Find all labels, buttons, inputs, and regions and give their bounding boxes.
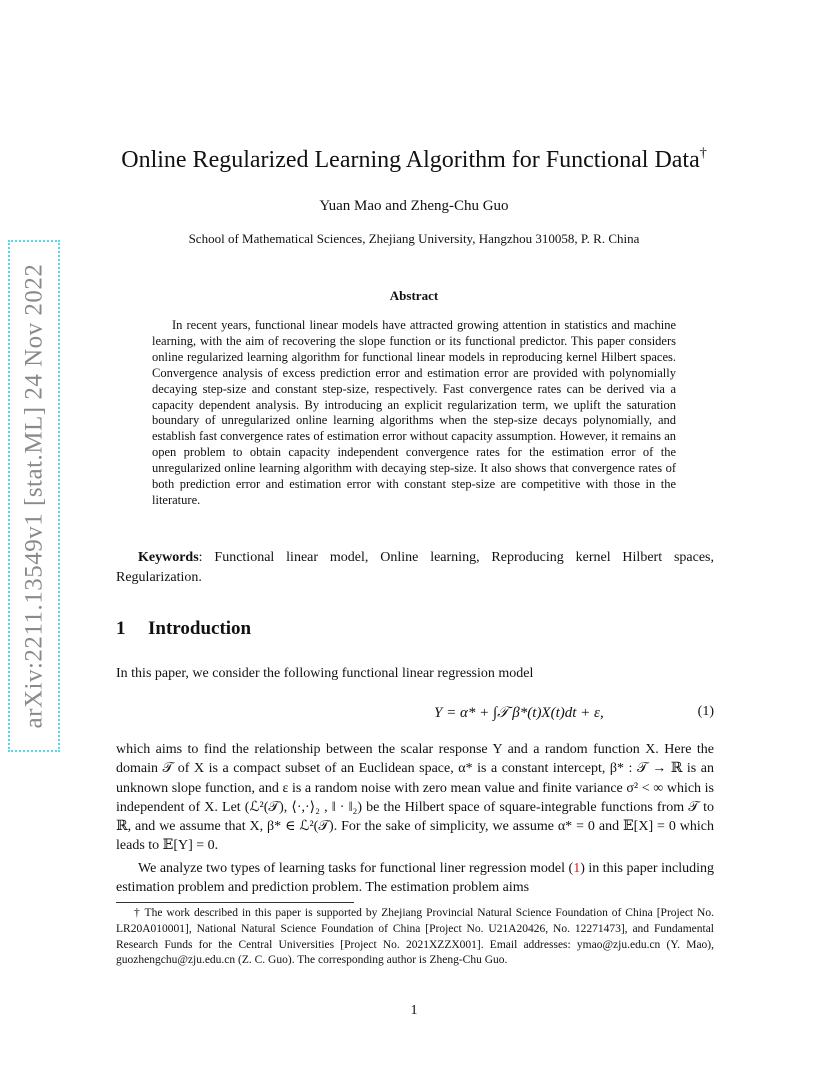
equation-number: (1) bbox=[697, 704, 714, 719]
paper-title-text: Online Regularized Learning Algorithm for Functional Data bbox=[121, 147, 700, 173]
intro-paragraph-1: In this paper, we consider the following functional linear regression model bbox=[116, 666, 534, 681]
arxiv-identifier: arXiv:2211.13549v1 [stat.ML] 24 Nov 2022 bbox=[20, 263, 47, 729]
keywords-label: Keywords bbox=[138, 550, 199, 565]
authors: Yuan Mao and Zheng-Chu Guo bbox=[319, 198, 509, 214]
title-footnote-mark: † bbox=[699, 146, 707, 161]
equation-1 bbox=[116, 700, 714, 736]
abstract-text: In recent years, functional linear models have attracted growing attention in statistics and machine learning, with the aim of recovering the slope function or its functional predictor. This paper considers online regularized learning algorithm for functional linear models in reproducing kernel Hilbert spaces. Convergence analysis of excess prediction error and estimation error are provided with polynomially decaying step-size and constant step-size, respectively. Fast convergence rates can be derived via a capacity dependent analysis. By introducing an explicit regularization term, we uplift the saturation boundary of unregularized online learning algorithms when the step-size decays polynomially, and establish fast convergence rates of estimation error without capacity assumption. However, it remains an open problem to obtain capacity independent convergence rates for the estimation error of the unregularized online learning algorithm with decaying step-size. It also shows that convergence rates of both prediction error and estimation error with constant step-size are competitive with those in the literature. bbox=[152, 318, 676, 507]
arxiv-stamp bbox=[8, 240, 60, 752]
section-number: 1 bbox=[116, 618, 126, 639]
intro-paragraph-3-start: We analyze two types of learning tasks for functional liner regression model ( bbox=[138, 861, 574, 876]
abstract-heading: Abstract bbox=[389, 288, 439, 303]
keywords-text: : Functional linear model, Online learning, Reproducing kernel Hilbert spaces, Regularization. bbox=[116, 550, 714, 585]
equation-body: Y = α* + ∫𝒯 β*(t)X(t)dt + ε, bbox=[434, 705, 604, 721]
intro-paragraph-2: which aims to find the relationship between the scalar response Y and a random function X. Here the domain 𝒯 of X is a compact subset of an Euclidean space, α* is a constant intercept, β* : 𝒯 → ℝ is an unknown slope function, and ε is a random noise with zero mean value and finite variance σ² < ∞ which is independent of X. Let (ℒ²(𝒯), ⟨·,·⟩₂ , ‖ · ‖₂) be the Hilbert space of square-integrable functions from 𝒯 to ℝ, and we assume that X, β* ∈ ℒ²(𝒯). For the sake of simplicity, we assume α* = 0 and 𝔼[X] = 0 which leads to 𝔼[Y] = 0. bbox=[116, 742, 714, 854]
footnote: † The work described in this paper is supported by Zhejiang Provincial Natural Science Foundation of China [Project No. LR20A010001], National Natural Science Foundation of China [Project No. U21A20426, No. 12271473], and Fundamental Research Funds for the Central Universities [Project No. 2021XZZX001]. Email addresses: ymao@zju.edu.cn (Y. Mao), guozhengchu@zju.edu.cn (Z. C. Guo). The corresponding author is Zheng-Chu Guo. bbox=[116, 907, 714, 967]
section-heading bbox=[116, 618, 251, 640]
affiliation: School of Mathematical Sciences, Zhejiang University, Hangzhou 310058, P. R. China bbox=[188, 231, 640, 246]
equation-reference-link[interactable]: 1 bbox=[573, 861, 581, 876]
keywords bbox=[116, 548, 714, 588]
page-number: 1 bbox=[410, 1003, 418, 1018]
intro-paragraph-3-end: ) in this paper including estimation problem and prediction problem. The estimation problem aims bbox=[116, 861, 714, 896]
section-title: Introduction bbox=[148, 618, 252, 639]
intro-paragraph-3 bbox=[116, 859, 714, 898]
paper-title bbox=[0, 146, 828, 174]
footnote-divider bbox=[116, 902, 354, 903]
